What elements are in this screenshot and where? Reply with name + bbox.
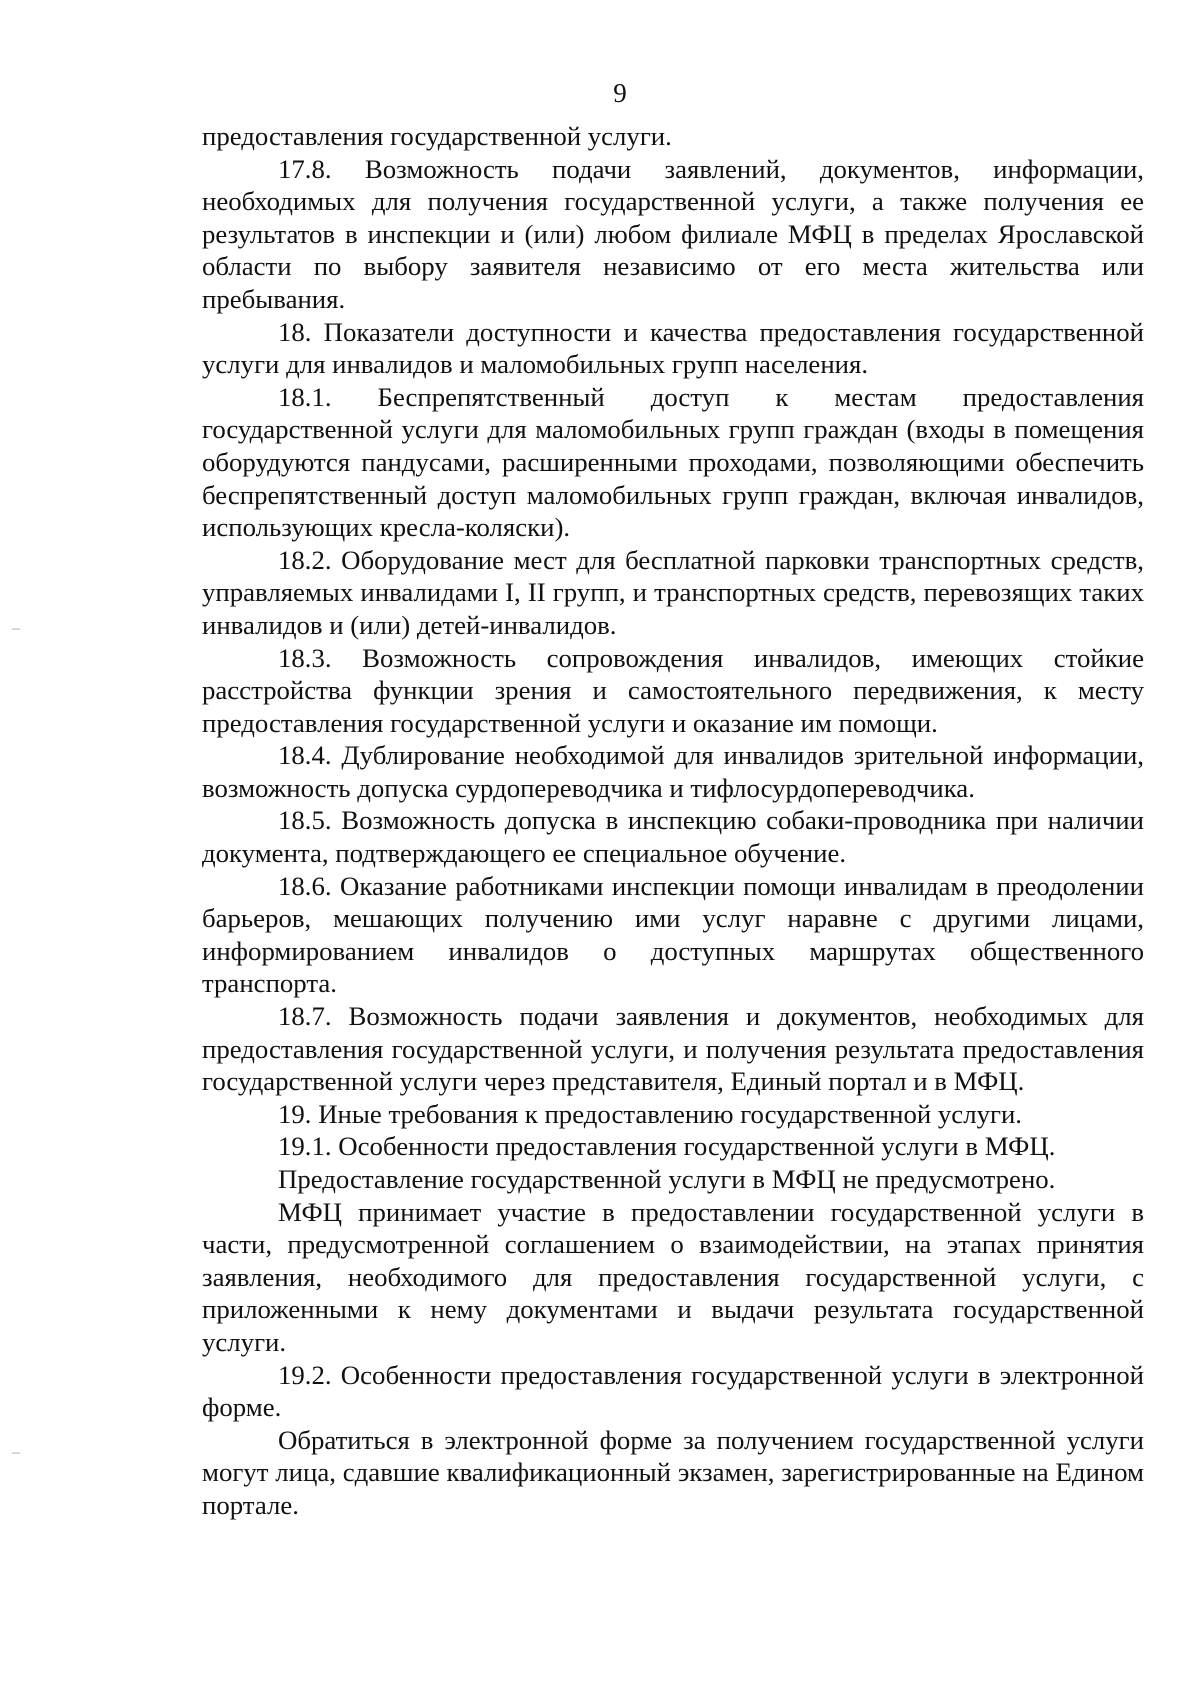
paragraph: 19.2. Особенности предоставления государственной услуги в электронной форме. [202,1359,1144,1423]
paragraph: 17.8. Возможность подачи заявлений, документов, информации, необходимых для получения государственной услуги, а также получения ее результатов в инспекции и (или) любом филиале МФЦ в пределах Ярославской области по выбору заявителя независимо от его места жительства или пребывания. [202,153,1144,314]
page-number: 9 [613,78,627,108]
paragraph: 18.4. Дублирование необходимой для инвалидов зрительной информации, возможность допуска сурдопереводчика и тифлосурдопереводчика. [202,740,1144,803]
scan-edge-mark [12,628,20,630]
paragraph: Обратиться в электронной форме за получением государственной услуги могут лица, сдавшие квалификационный экзамен, зарегистрированные на Едином портале. [202,1424,1144,1520]
paragraph: 18.1. Беспрепятственный доступ к местам предоставления государственной услуги для маломобильных групп граждан (входы в помещения оборудуются пандусами, расширенными проходами, позволяющими обеспечить беспрепятственный доступ маломобильных групп граждан, включая инвалидов, использующих кресла-коляски). [202,381,1144,543]
paragraph: 18.3. Возможность сопровождения инвалидов, имеющих стойкие расстройства функции зрения и самостоятельного передвижения, к месту предоставления государственной услуги и оказание им помощи. [202,642,1144,738]
paragraph: Предоставление государственной услуги в МФЦ не предусмотрено. [278,1164,1056,1194]
paragraph: 18.6. Оказание работниками инспекции помощи инвалидам в преодолении барьеров, мешающих получению ими услуг наравне с другими лицами, информированием инвалидов о доступных маршрутах общественного транспорта. [202,870,1144,999]
paragraph: МФЦ принимает участие в предоставлении государственной услуги в части, предусмотренной соглашением о взаимодействии, на этапах принятия заявления, необходимого для предоставления государственной услуги, с приложенными к нему документами и выдачи результата государственной услуги. [202,1196,1144,1357]
scan-edge-mark [12,1452,20,1454]
document-body [202,120,1144,1522]
paragraph: 18.2. Оборудование мест для бесплатной парковки транспортных средств, управляемых инвалидами I, II групп, и транспортных средств, перевозящих таких инвалидов и (или) детей-инвалидов. [202,544,1144,640]
paragraph: 18. Показатели доступности и качества предоставления государственной услуги для инвалидов и маломобильных групп населения. [202,316,1144,380]
paragraph: 18.7. Возможность подачи заявления и документов, необходимых для предоставления государственной услуги, и получения результата предоставления государственной услуги через представителя, Единый портал и в МФЦ. [202,1001,1144,1097]
paragraph: предоставления государственной услуги. [202,121,672,151]
paragraph: 19. Иные требования к предоставлению государственной услуги. [278,1098,1023,1129]
paragraph: 19.1. Особенности предоставления государственной услуги в МФЦ. [278,1131,1056,1162]
paragraph: 18.5. Возможность допуска в инспекцию собаки-проводника при наличии документа, подтверждающего ее специальное обучение. [202,805,1144,869]
